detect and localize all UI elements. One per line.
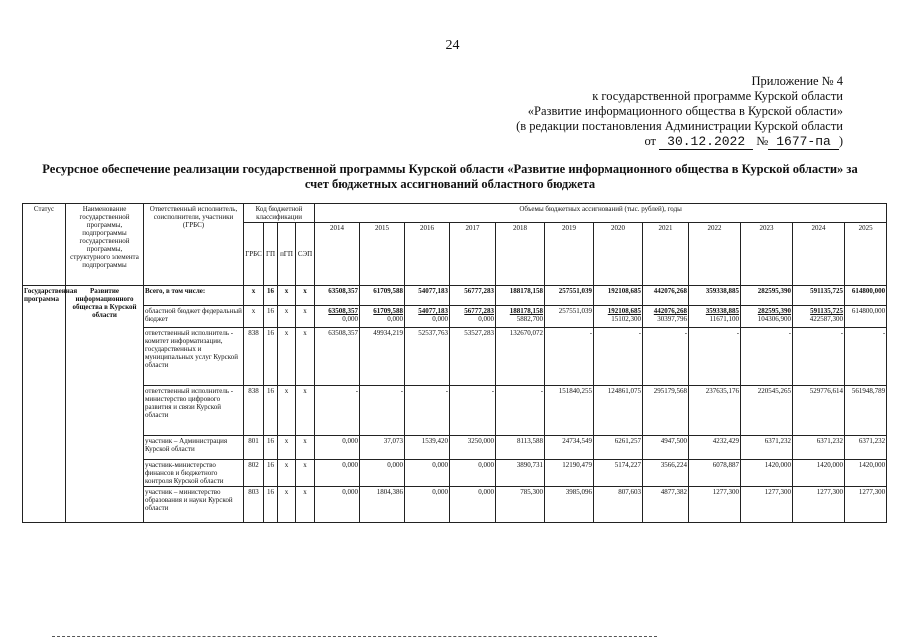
row-executor: участник – Администрация Курской области [144,436,244,460]
value-regional: 61709,588 [373,287,404,295]
value-regional: 529776,614 [809,387,844,395]
row-code: 16 [264,286,278,306]
row-value [450,460,496,487]
row-value [360,460,405,487]
row-value [845,286,887,306]
row-value [741,386,793,436]
value-regional: 6371,232 [858,437,886,445]
value-regional: 807,603 [618,488,642,496]
header-year: 2016 [405,223,450,286]
appendix-block [483,74,843,149]
row-value [315,487,360,523]
value-regional: 6371,232 [764,437,792,445]
value-regional: 0,000 [478,461,495,469]
header-year: 2015 [360,223,405,286]
row-code: 838 [244,328,264,386]
value-regional: - [445,387,449,395]
value-regional: 1539,420 [421,437,449,445]
row-value [360,436,405,460]
row-value [689,487,741,523]
header-code: пГП [278,223,296,286]
value-regional: 61709,588 [373,307,404,315]
value-federal: 5882,700 [516,315,544,323]
table-row [23,306,887,328]
header-year: 2017 [450,223,496,286]
header-year: 2014 [315,223,360,286]
header-year: 2022 [689,223,741,286]
row-code: x [296,436,315,460]
value-regional: - [400,387,404,395]
row-value [643,487,689,523]
row-value [545,328,594,386]
value-regional: - [788,329,792,337]
row-value [741,328,793,386]
value-regional: 63508,357 [328,287,359,295]
table-row [23,460,887,487]
row-code: 16 [264,436,278,460]
value-federal: 0,000 [432,315,449,323]
row-value [643,286,689,306]
value-regional: 1420,000 [816,461,844,469]
header-name: Наименование государственной программы, подпрограммы государственной программы, структурного элемента подпрограммы [66,204,144,286]
row-code: x [278,386,296,436]
row-value [496,306,545,328]
row-value [315,286,360,306]
value-regional: 442076,268 [653,307,688,315]
value-regional: - [736,329,740,337]
value-regional: 52537,763 [418,329,449,337]
value-regional: 0,000 [432,461,449,469]
value-regional: 5174,227 [614,461,642,469]
header-row [23,204,887,223]
row-value [315,306,360,328]
value-regional: 56777,283 [464,307,495,315]
value-regional: 0,000 [432,488,449,496]
header-year: 2025 [845,223,887,286]
row-value [643,460,689,487]
row-value [450,306,496,328]
row-code: x [244,306,264,328]
value-regional: 3566,224 [660,461,688,469]
row-code: 16 [264,386,278,436]
value-regional: 1277,300 [858,488,886,496]
value-regional: 257551,039 [558,307,593,315]
row-executor: ответственный исполнитель - министерство цифрового развития и связи Курской области [144,386,244,436]
value-regional: 24734,549 [562,437,593,445]
row-code: 16 [264,460,278,487]
row-value [594,306,643,328]
row-value [496,436,545,460]
number-prefix: № [756,134,769,148]
value-regional: - [491,387,495,395]
row-value [450,328,496,386]
row-code: x [296,286,315,306]
row-value [450,436,496,460]
row-value [450,386,496,436]
value-regional: 1277,300 [764,488,792,496]
value-regional: 192108,685 [607,307,642,315]
row-value [405,487,450,523]
row-value [496,460,545,487]
row-code: x [278,286,296,306]
value-regional: 614800,000 [851,287,886,295]
value-federal: 422587,300 [809,315,844,323]
row-value [689,328,741,386]
appendix-line-2: к государственной программе Курской области [592,89,843,103]
header-year: 2018 [496,223,545,286]
appendix-date-line [483,134,843,149]
row-value [360,328,405,386]
document-title: Ресурсное обеспечение реализации государственной программы Курской области «Развитие информационного общества в Курской области» за счет бюджетных ассигнований областного бюджета [42,162,858,191]
header-volumes-group: Объемы бюджетных ассигнований (тыс. рублей), годы [315,204,887,223]
row-value [545,286,594,306]
row-value [689,386,741,436]
value-regional: - [540,387,544,395]
row-value [793,286,845,306]
row-value [793,328,845,386]
row-code: 838 [244,386,264,436]
row-status: Государственная программа [23,286,66,523]
row-value [360,286,405,306]
row-executor: ответственный исполнитель - комитет информатизации, государственных и муниципальных услуг Курской области [144,328,244,386]
value-regional: 785,300 [520,488,544,496]
value-regional: - [638,329,642,337]
value-regional: 220545,265 [757,387,792,395]
row-value [689,436,741,460]
row-value [741,286,793,306]
row-value [405,306,450,328]
value-regional: 614800,000 [851,307,886,315]
row-value [741,306,793,328]
row-value [405,386,450,436]
value-regional: 0,000 [342,437,359,445]
row-code: x [296,460,315,487]
row-executor: областной бюджет федеральный бюджет [144,306,244,328]
value-regional: 3250,000 [467,437,495,445]
row-code: x [296,386,315,436]
value-regional: 295179,568 [653,387,688,395]
row-value [405,436,450,460]
table-row [23,487,887,523]
value-regional: 0,000 [342,488,359,496]
closing-paren: ) [838,134,843,148]
row-code: x [244,286,264,306]
value-regional: 1420,000 [858,461,886,469]
row-value [496,386,545,436]
value-regional: 3890,731 [516,461,544,469]
bottom-rule [52,636,657,637]
row-value [793,386,845,436]
value-regional: 4947,500 [660,437,688,445]
row-code: 16 [264,487,278,523]
row-code: x [296,328,315,386]
row-value [845,487,887,523]
header-year: 2024 [793,223,845,286]
row-value [741,460,793,487]
value-regional: 257551,039 [558,287,593,295]
value-regional: 151840,255 [558,387,593,395]
value-regional: 591135,725 [810,307,844,315]
row-value [793,436,845,460]
value-regional: - [684,329,688,337]
row-value [405,460,450,487]
value-regional: 1277,300 [712,488,740,496]
row-value [845,386,887,436]
value-regional: 124861,075 [607,387,642,395]
row-value [594,436,643,460]
value-regional: 1804,386 [376,488,404,496]
date-prefix: от [644,134,657,148]
row-value [315,460,360,487]
row-value [643,328,689,386]
row-value [594,386,643,436]
row-executor: Всего, в том числе: [144,286,244,306]
row-value [496,487,545,523]
table-row [23,286,887,306]
value-regional: 188178,158 [509,307,544,315]
row-value [643,386,689,436]
value-regional: - [882,329,886,337]
value-regional: 3985,096 [565,488,593,496]
value-regional: 54077,183 [418,307,449,315]
value-regional: 591135,725 [810,287,844,295]
row-value [793,306,845,328]
value-regional: 0,000 [387,461,404,469]
row-code: 16 [264,328,278,386]
appendix-line-4: (в редакции постановления Администрации Курской области [516,119,843,133]
value-regional: 4877,382 [660,488,688,496]
value-regional: 282595,390 [757,307,792,315]
row-code: 802 [244,460,264,487]
value-regional: 12190,479 [562,461,593,469]
row-value [845,460,887,487]
value-regional: 56777,283 [464,287,495,295]
row-value [315,328,360,386]
value-regional: 0,000 [342,461,359,469]
header-code: ГРБС [244,223,264,286]
value-regional: 188178,158 [509,287,544,295]
row-value [845,306,887,328]
row-value [689,306,741,328]
value-regional: 6371,232 [816,437,844,445]
row-code: x [278,487,296,523]
row-value [793,487,845,523]
row-code: x [278,460,296,487]
row-value [496,328,545,386]
row-code: x [278,436,296,460]
value-regional: 132670,072 [509,329,544,337]
date-value: 30.12.2022 [659,134,753,150]
value-regional: - [589,329,593,337]
row-executor: участник – министерство образования и науки Курской области [144,487,244,523]
row-program-name: Развитие информационного общества в Курской области [66,286,144,523]
row-value [689,286,741,306]
value-regional: 63508,357 [328,329,359,337]
header-status: Статус [23,204,66,286]
header-executor: Ответственный исполнитель, соисполнители, участники (ГРБС) [144,204,244,286]
value-federal: 30397,796 [657,315,688,323]
value-regional: 49934,219 [373,329,404,337]
row-value [594,328,643,386]
header-year: 2020 [594,223,643,286]
row-value [793,460,845,487]
value-regional: 1420,000 [764,461,792,469]
number-value: 1677-па [768,134,839,150]
value-regional: 0,000 [478,488,495,496]
value-regional: - [840,329,844,337]
row-value [545,386,594,436]
header-code-group: Код бюджетной классификации [244,204,315,223]
value-regional: 8113,588 [517,437,544,445]
row-value [315,386,360,436]
value-regional: 54077,183 [418,287,449,295]
row-value [643,436,689,460]
row-code: x [296,306,315,328]
row-value [845,436,887,460]
value-regional: 6261,257 [614,437,642,445]
appendix-line-3: «Развитие информационного общества в Курской области» [527,104,843,118]
row-value [594,460,643,487]
value-regional: 4232,429 [712,437,740,445]
row-value [594,487,643,523]
value-federal: 0,000 [342,315,359,323]
value-regional: 192108,685 [607,287,642,295]
value-regional: - [355,387,359,395]
row-value [360,306,405,328]
row-value [405,286,450,306]
value-federal: 0,000 [387,315,404,323]
value-regional: 6078,887 [712,461,740,469]
row-value [450,487,496,523]
row-value [405,328,450,386]
table-row [23,436,887,460]
row-value [360,386,405,436]
header-year: 2023 [741,223,793,286]
row-value [450,286,496,306]
value-regional: 359338,885 [705,287,740,295]
resource-table [22,203,887,523]
header-year: 2019 [545,223,594,286]
row-code: x [296,487,315,523]
value-federal: 15102,300 [611,315,642,323]
table-row [23,328,887,386]
header-code: ГП [264,223,278,286]
row-value [643,306,689,328]
value-regional: 37,073 [383,437,404,445]
value-regional: 53527,283 [464,329,495,337]
row-value [545,436,594,460]
row-executor: участник-министерство финансов и бюджетного контроля Курской области [144,460,244,487]
header-code: СЭП [296,223,315,286]
row-value [496,286,545,306]
row-value [689,460,741,487]
value-federal: 0,000 [478,315,495,323]
table-row [23,386,887,436]
page-number: 24 [445,38,460,53]
value-regional: 237635,176 [705,387,740,395]
row-value [545,306,594,328]
header-year: 2021 [643,223,689,286]
row-value [594,286,643,306]
row-value [845,328,887,386]
row-code: x [278,306,296,328]
value-federal: 104306,900 [757,315,792,323]
value-regional: 1277,300 [816,488,844,496]
row-value [545,487,594,523]
value-regional: 359338,885 [705,307,740,315]
value-regional: 442076,268 [653,287,688,295]
value-regional: 63508,357 [328,307,359,315]
row-value [741,436,793,460]
row-value [545,460,594,487]
value-regional: 561948,789 [851,387,886,395]
row-code: 803 [244,487,264,523]
row-code: 16 [264,306,278,328]
row-value [360,487,405,523]
appendix-line-1: Приложение № 4 [751,74,843,88]
value-federal: 11671,100 [709,315,740,323]
row-value [315,436,360,460]
row-code: 801 [244,436,264,460]
row-value [741,487,793,523]
value-regional: 282595,390 [757,287,792,295]
row-code: x [278,328,296,386]
